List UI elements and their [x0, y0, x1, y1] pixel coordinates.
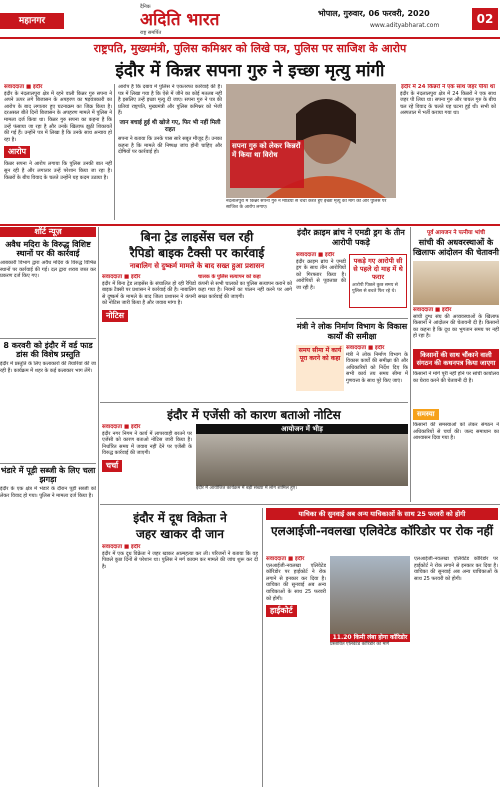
- agency-photo-text: इंदौर में आयोजित कार्यक्रम में बड़ी संख्या में लोग शामिल हुए।: [196, 486, 297, 491]
- corridor-photo-block: [330, 556, 410, 656]
- sanchi-box-title: किसानों की साथ चौंकाने वाली संगठन की कथनपत्र किया जाएगा: [413, 349, 499, 369]
- short-news-text-2: इंदौर में प्रस्तुति के लिए कलाकारों की तैयारियां की जा रही हैं। कार्यक्रम में शहर के कई कलाकार भाग लेंगे।: [0, 361, 96, 374]
- crowd-photo: [196, 434, 408, 486]
- review-body: मंत्री ने लोक निर्माण विभाग के विकास कार्यों की समीक्षा की और अधिकारियों को निर्देश दिए कि सभी कार्य तय समय सीमा में गुणवत्ता के साथ पूरे किए जाएं।: [346, 351, 408, 384]
- lead-side-column: [400, 84, 496, 221]
- short-news-title-3: भंडारे में पूड़ी सब्जी के लिए चला झगड़ा: [0, 466, 96, 484]
- logo-tagline: राष्ट्र समर्पित: [140, 30, 162, 36]
- milk-headline-1: इंदौर में दूध विक्रेता ने: [133, 511, 227, 525]
- rapido-subhead-2: चालक के पुलिस सत्यापन को कहा: [198, 274, 261, 280]
- logo-name: अदिति भारत: [140, 10, 220, 30]
- corridor-body: एलआईजी-नवलखा एलिवेटेड कॉरिडोर पर हाईकोर्ट ने रोक लगाने से इनकार कर दिया है। याचिका की सुनवाई अब अन्य याचिकाओं के साथ 25 फरवरी को होगी।: [266, 562, 326, 602]
- sanchi-text-2: किसानों की समस्याओं को लेकर संगठन ने अधिकारियों से चर्चा की। जल्द समाधान का आश्वासन दिया गया है।: [413, 422, 499, 442]
- rapido-col-2: [198, 274, 292, 394]
- divider: [100, 504, 500, 505]
- divider: [296, 318, 408, 319]
- rapido-col-1: [102, 274, 196, 394]
- divider: [262, 508, 263, 787]
- short-news-header: शॉर्ट न्यूज़: [0, 227, 96, 237]
- lead-side-kicker: इंदौर में 24 किन्नरों ने एक साथ जहर पीया था: [401, 84, 495, 90]
- lead-col1b-text: किन्नर सपना ने आरोप लगाया कि पुलिस उनकी बात नहीं सुन रही है और लगातार उन्हें परेशान किया जा रहा है। किन्नरों के बीच विवाद के चलते उन्होंने यह कदम उठाया है।: [4, 161, 112, 181]
- divider: [0, 338, 96, 339]
- lead-column-2: [118, 84, 222, 220]
- lead-kicker: राष्ट्रपति, मुख्यमंत्री, पुलिस कमिश्नर को लिखे पत्र, पुलिस पर साजिश के आरोप: [93, 42, 407, 55]
- sanchi-box-text: किसानों ने मांगें पूरी नहीं होने पर सांची कार्यालय का घेराव करने की चेतावनी दी है।: [413, 371, 499, 384]
- review-headline: मंत्री ने लोक निर्माण विभाग के विकास कार्यों की समीक्षा: [296, 322, 408, 341]
- logo: [140, 4, 260, 34]
- crime-side-box: [349, 254, 407, 308]
- rapido-subhead: नाबालिग से दुष्कर्म मामले के बाद सख्त हुआ प्रशासन: [129, 262, 265, 270]
- sanchi-body: सांची दुग्ध संघ की अव्यवस्थाओं के खिलाफ किसानों ने आंदोलन की चेतावनी दी है। किसानों का कहना है कि दूध का भुगतान समय पर नहीं हो रहा है।: [413, 313, 499, 340]
- crime-body: इंदौर क्राइम ब्रांच ने एमडी ड्रग के साथ तीन आरोपियों को गिरफ्तार किया है। आरोपियों से पूछताछ की जा रही है।: [296, 258, 346, 291]
- corridor-headline: एलआईजी-नवलखा एलिवेटेड कॉरिडोर पर रोक नहीं: [270, 524, 494, 538]
- rapido-headline-2: रैपिडो बाइक टैक्सी पर कार्रवाई: [129, 246, 265, 260]
- lead-dateline: संवाददाता ■ इंदौर: [4, 84, 43, 90]
- date-line: भोपाल, गुरुवार, 06 फरवरी, 2020: [318, 9, 430, 18]
- sanchi-dateline: संवाददाता ■ इंदौर: [413, 307, 452, 313]
- corridor-photo-caption: 11.20 किमी लंबा होगा कॉरिडोर: [330, 634, 410, 642]
- photo-caption-title: सपना गुरु को लेकर किन्नरों में किया था विरोध: [230, 140, 304, 188]
- lead-column-1: [4, 84, 112, 220]
- short-news-title-1: अवैध मदिरा के विरुद्ध विशिष्ट स्थानों पर की कार्रवाई: [5, 240, 91, 258]
- rapido-text-2: कंपनी से सभी चालकों का पुलिस सत्यापन कराने को कहा गया है। नियमों का पालन नहीं करने पर आगे सख्त कार्रवाई की जाएगी।: [198, 280, 292, 300]
- aarop-label: आरोप: [4, 146, 30, 158]
- corridor-col-1: [266, 556, 326, 784]
- lead-col2b-text: सपना ने बताया कि उनके पास सारे सबूत मौजूद हैं। उनका कहना है कि मामले की निष्पक्ष जांच होनी चाहिए और दोषियों पर कार्रवाई हो।: [118, 136, 222, 156]
- divider: [0, 463, 96, 464]
- agency-photo-caption: आयोजन में भीड़: [196, 424, 408, 434]
- crime-headline: इंदौर क्राइम ब्रांच ने एमडी ड्रग के तीन आरोपी पकड़े: [297, 228, 405, 247]
- lead-photo: [226, 84, 396, 198]
- samasya-label: समस्या: [413, 409, 439, 420]
- divider: [100, 402, 408, 403]
- rapido-dateline: संवाददाता ■ इंदौर: [102, 274, 141, 280]
- corridor-col-3: एलआईजी-नवलखा एलिवेटेड कॉरिडोर पर हाईकोर्ट ने रोक लगाने से इनकार कर दिया है। याचिका की सुनवाई अब अन्य याचिकाओं के साथ 25 फरवरी को होगी।: [414, 556, 498, 582]
- sanchi-column: [413, 228, 499, 502]
- notice-label: नोटिस: [102, 310, 128, 322]
- crime-dateline: संवाददाता ■ इंदौर: [296, 252, 335, 258]
- lead-headline: इंदौर में किन्नर सपना गुरु ने इच्छा मृत्यु मांगी: [115, 61, 385, 81]
- review-side-title: समय सीमा में कार्य पूरा करने को कहा: [298, 347, 342, 362]
- website-url: www.adityabharat.com: [370, 22, 440, 29]
- short-news-title-2: 8 करवरी को इंदौर में वर्ड फाड डांस की विशेष प्रस्तुति: [3, 341, 93, 359]
- sanchi-text: [413, 307, 499, 347]
- section-rule: [0, 224, 500, 226]
- sanchi-headline: सांची की अधवरस्थाओं के खिलाफ आंदोलन की चेतावनी: [413, 238, 499, 257]
- page-number: 02: [472, 8, 498, 30]
- milk-body: इंदौर में एक दूध विक्रेता ने जहर खाकर आत्महत्या कर ली। परिजनों ने बताया कि वह पिछले कुछ दिनों से परेशान था। पुलिस ने मर्ग कायम कर मामले की जांच शुरू कर दी है।: [102, 550, 258, 570]
- highcourt-label: हाईकोर्ट: [266, 605, 297, 617]
- logo-prefix: दैनिक: [140, 4, 151, 10]
- review-text: [346, 345, 408, 405]
- lead-col1-text: इंदौर के नंदलालपुरा क्षेत्र में रहने वाली किन्नर गुरु सपना ने अपने ऊपर लगे बिजासन के अपहरण का षड़यंत्रकारी का आरोप के बाद लगातार हुए घटनाक्रम का जिक्र किया है। दरअसल बीते दिनों बिजासन के अपहरण मामले में पुलिस ने मामला दर्ज किया था। किन्नर गुरु सपना का कहना है कि उन्हें फंसाया जा रहा है और उनके खिलाफ झूठी शिकायतें की गई हैं। उन्होंने पत्र में लिखा है कि उनके साथ अन्याय हो रहा है।: [4, 90, 112, 143]
- masthead: [0, 0, 500, 38]
- milk-headline-2: जहर खाकर दी जान: [136, 527, 224, 541]
- divider: [114, 84, 115, 220]
- short-news-text-1: आबकारी विभाग द्वारा अवैध मदिरा के विरुद्ध विभिन्न स्थानों पर कार्रवाई की गई। दल द्वारा शराब जब्त कर प्रकरण दर्ज किए गए।: [0, 260, 96, 280]
- rapido-headline-1: बिना ट्रेड लाइसेंस चल रही: [140, 230, 254, 244]
- milk-text: [102, 544, 258, 784]
- lead-photo-caption: नंदलालपुरा में किन्नर सपना गुरु ने मीडिया से चर्चा करते हुए इच्छा मृत्यु की मांग की और पुलिस पर साजिश के आरोप लगाए।: [226, 199, 387, 210]
- agency-photo-block: [196, 424, 408, 502]
- header-rule: [0, 37, 500, 39]
- short-news-column: [0, 227, 96, 787]
- charcha-label: चर्चा: [102, 460, 122, 472]
- divider: [98, 227, 99, 787]
- corridor-photo: [330, 556, 410, 634]
- review-side-box: [296, 345, 344, 391]
- corridor-photo-text: प्रस्तावित एलिवेटेड कॉरिडोर का मार्ग: [330, 642, 390, 647]
- rapido-text: इंदौर में बिना ट्रेड लाइसेंस के संचालित हो रही रैपिडो बाइक टैक्सी पर प्रशासन ने कार्रवाई की है। नाबालिग से दुष्कर्म के मामले के बाद जिला प्रशासन ने कंपनी को नोटिस जारी किया है और जवाब मांगा है।: [102, 280, 196, 307]
- crime-side-text: आरोपी पिछले कुछ समय से पुलिस से बचते फिर रहे थे।: [352, 283, 398, 294]
- short-news-text-3: इंदौर के एक क्षेत्र में भंडारे के दौरान पूड़ी सब्जी को लेकर विवाद हो गया। पुलिस ने मामला दर्ज किया है।: [0, 486, 96, 499]
- review-dateline: संवाददाता ■ इंदौर: [346, 345, 385, 351]
- agency-text: [102, 424, 192, 502]
- crime-text: [296, 252, 346, 312]
- agency-dateline: संवाददाता ■ इंदौर: [102, 424, 141, 430]
- lead-col2-text: आरोप है कि दबाव में पुलिस ने एकतरफा कार्रवाई की है। पत्र में लिखा गया है कि ऐसे में जीने का कोई मतलब नहीं है इसलिए उन्हें इच्छा मृत्यु दी जाए। सपना गुरु ने पत्र की प्रतियां राष्ट्रपति, मुख्यमंत्री और पुलिस कमिश्नर को भेजी हैं।: [118, 84, 222, 117]
- corridor-dateline: संवाददाता ■ इंदौर: [266, 556, 305, 562]
- milk-dateline: संवाददाता ■ इंदौर: [102, 544, 141, 550]
- agency-headline: इंदौर में एजेंसी को कारण बताओ नोटिस: [167, 408, 341, 422]
- lead-side-text: इंदौर के नंदलालपुरा क्षेत्र में 24 किन्नरों ने एक साथ जहर पी लिया था। सपना गुरु और पायल गुरु के बीच चल रहे विवाद के चलते यह घटना हुई थी। सभी को अस्पताल में भर्ती कराया गया था।: [400, 90, 496, 117]
- milk-products-photo: [413, 261, 499, 305]
- divider: [410, 227, 411, 502]
- lead-subhead: जान बचाई हुई थी खोजे गए, फिर भी नहीं मिली राहत: [119, 119, 221, 133]
- sanchi-kicker: पूर्व आयजन ने पत्नीया भांची: [427, 230, 485, 236]
- agency-body: इंदौर नगर निगम ने कार्य में लापरवाही बरतने पर एजेंसी को कारण बताओ नोटिस जारी किया है। निर्धारित समय में जवाब नहीं देने पर एजेंसी के विरुद्ध कार्रवाई की जाएगी।: [102, 430, 192, 457]
- section-tag: महानगर: [0, 13, 64, 29]
- corridor-kicker: याचिका की सुनवाई अब अन्य याचिकाओं के साथ 25 फरवरी को होगी: [266, 508, 498, 520]
- crime-side-title: पकड़े गए आरोपी सी से पहले दो माह में थे फरार: [353, 257, 403, 281]
